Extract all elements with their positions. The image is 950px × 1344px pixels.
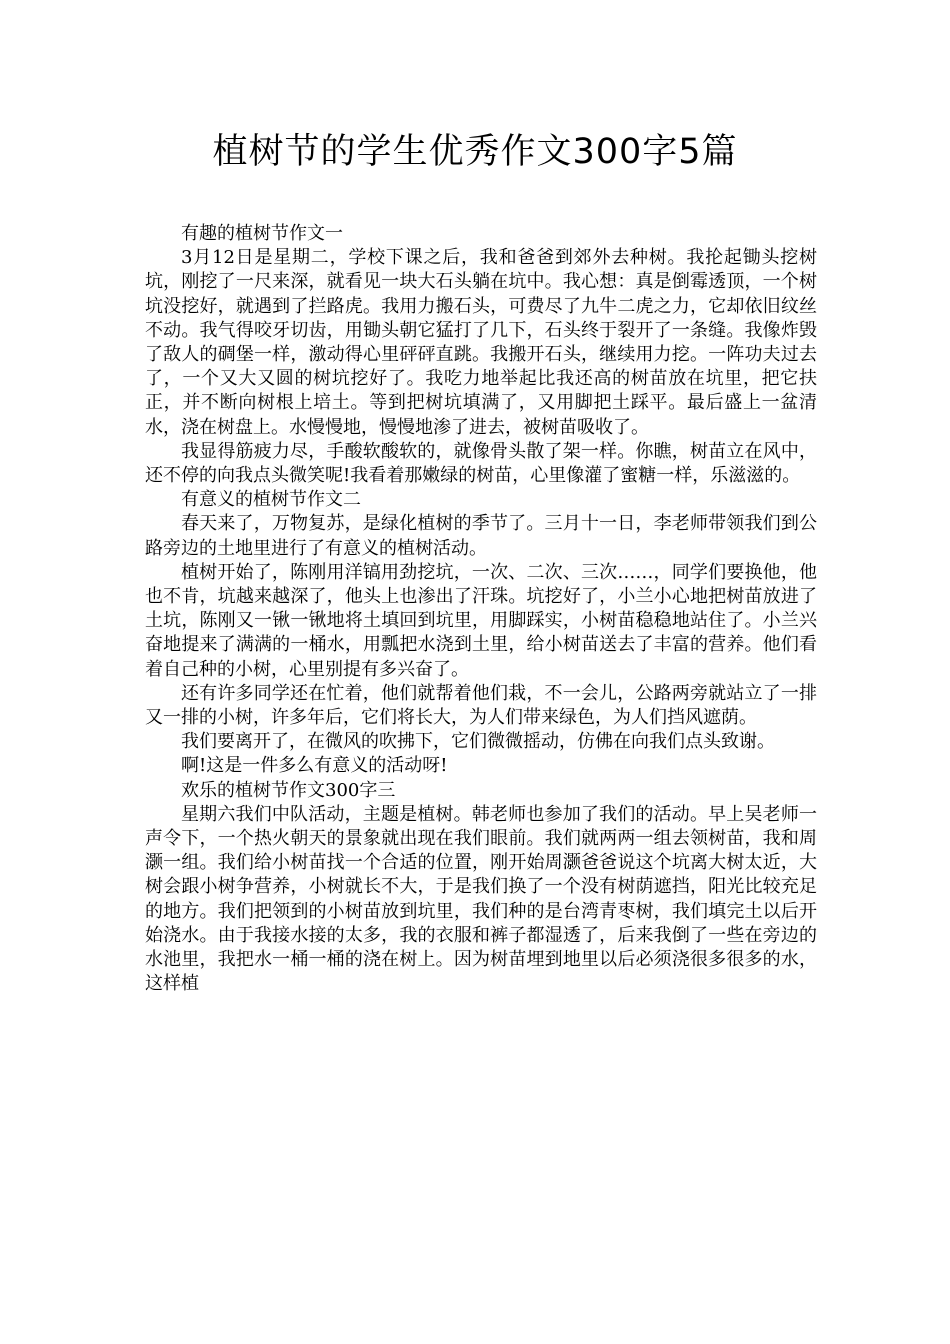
document-body (145, 222, 817, 997)
body-paragraph: 星期六我们中队活动，主题是植树。韩老师也参加了我们的活动。早上吴老师一声令下，一个热火朝天的景象就出现在我们眼前。我们就两两一组去领树苗，我和周灏一组。我们给小树苗找一个合适的位置，刚开始周灏爸爸说这个坑离大树太近，大树会跟小树争营养，小树就长不大，于是我们换了一个没有树荫遮挡，阳光比较充足的地方。我们把领到的小树苗放到坑里，我们种的是台湾青枣树，我们填完土以后开始浇水。由于我接水接的太多，我的衣服和裤子都湿透了，后来我倒了一些在旁边的水池里，我把水一桶一桶的浇在树上。因为树苗埋到地里以后必须浇很多很多的水，这样植 (145, 803, 817, 995)
section-heading: 有趣的植树节作文一 (181, 223, 343, 244)
body-paragraph: 3月12日是星期二，学校下课之后，我和爸爸到郊外去种树。我抡起锄头挖树坑，刚挖了一尺来深，就看见一块大石头躺在坑中。我心想：真是倒霉透顶，一个树坑没挖好，就遇到了拦路虎。我用力搬石头，可费尽了九牛二虎之力，它却依旧纹丝不动。我气得咬牙切齿，用锄头朝它猛打了几下，石头终于裂开了一条缝。我像炸毁了敌人的碉堡一样，激动得心里砰砰直跳。我搬开石头，继续用力挖。一阵功夫过去了，一个又大又圆的树坑挖好了。我吃力地举起比我还高的树苗放在坑里，把它扶正，并不断向树根上培土。等到把树坑填满了，又用脚把土踩平。最后盛上一盆清水，浇在树盘上。水慢慢地，慢慢地渗了进去，被树苗吸收了。 (145, 247, 817, 438)
document-title: 植树节的学生优秀作文300字5篇 (212, 132, 738, 172)
section-heading: 欢乐的植树节作文300字三 (181, 779, 396, 801)
body-paragraph: 还有许多同学还在忙着，他们就帮着他们栽，不一会儿，公路两旁就站立了一排又一排的小树，许多年后，它们将长大，为人们带来绿色，为人们挡风遮荫。 (145, 682, 817, 729)
body-paragraph: 我们要离开了，在微风的吹拂下，它们微微摇动，仿佛在向我们点头致谢。 (181, 731, 775, 753)
body-paragraph: 啊!这是一件多么有意义的活动呀! (181, 755, 448, 777)
body-paragraph: 植树开始了，陈刚用洋镐用劲挖坑，一次、二次、三次……，同学们要换他，他也不肯，坑越来越深了，他头上也渗出了汗珠。坑挖好了，小兰小心地把树苗放进了土坑，陈刚又一锹一锹地将土填回到坑里，用脚踩实，小树苗稳稳地站住了。小兰兴奋地提来了满满的一桶水，用瓢把水浇到土里，给小树苗送去了丰富的营养。他们看着自己种的小树，心里别提有多兴奋了。 (145, 561, 817, 680)
body-paragraph: 我显得筋疲力尽，手酸软酸软的，就像骨头散了架一样。你瞧，树苗立在风中，还不停的向我点头微笑呢!我看着那嫩绿的树苗，心里像灌了蜜糖一样，乐滋滋的。 (145, 440, 817, 487)
section-heading: 有意义的植树节作文二 (181, 489, 361, 511)
body-paragraph: 春天来了，万物复苏，是绿化植树的季节了。三月十一日，李老师带领我们到公路旁边的土地里进行了有意义的植树活动。 (145, 513, 817, 559)
